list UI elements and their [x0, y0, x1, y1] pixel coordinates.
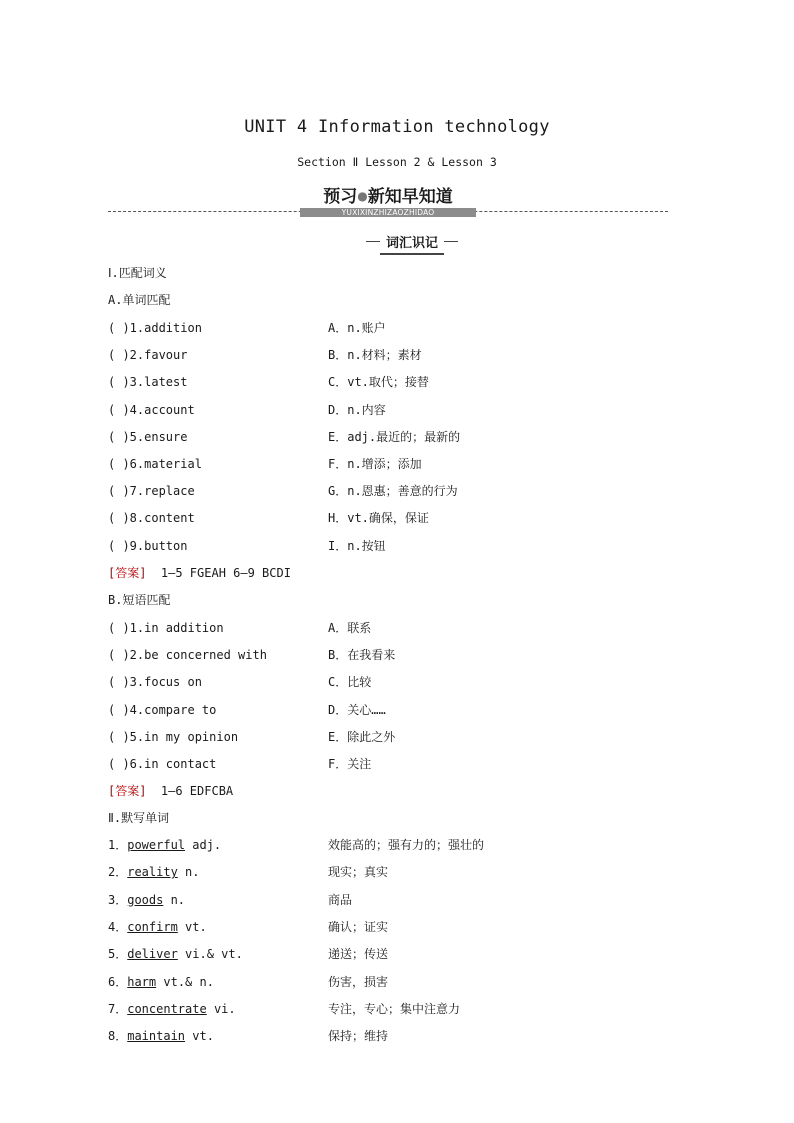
- match-item-right: A．n.账户: [328, 321, 386, 335]
- match-item-right: A．联系: [328, 621, 372, 635]
- answer-word: deliver: [127, 947, 178, 962]
- match-item-left: ( )2.be concerned with: [108, 648, 267, 663]
- part-of-speech: vi.: [206, 1001, 236, 1016]
- match-item-right: H．vt.确保，保证: [328, 511, 429, 526]
- vocab-label-text: 词汇识记: [380, 235, 444, 255]
- match-item-right: B．n.材料；素材: [328, 348, 422, 363]
- part-of-speech: vi.& vt.: [177, 947, 243, 962]
- word-meaning: 商品: [328, 892, 353, 907]
- label-rule-right: [444, 241, 458, 242]
- match-item-right: D．关心……: [328, 702, 386, 717]
- match-item-right: I．n.按钮: [328, 538, 386, 553]
- item-number: 2．: [108, 865, 128, 880]
- part-of-speech: adj.: [185, 838, 222, 852]
- answer-tag: [答案]: [108, 784, 147, 798]
- dictation-item: [108, 864, 200, 880]
- banner-text: [300, 184, 476, 209]
- dictation-item: [108, 974, 214, 990]
- item-number: 7．: [108, 1001, 128, 1016]
- item-number: 6．: [108, 974, 128, 989]
- match-item-left: ( )7.replace: [108, 484, 195, 499]
- answer-word: reality: [127, 865, 178, 880]
- answer-text: 1—5 FGEAH 6—9 BCDI: [160, 566, 291, 580]
- match-item-right: D．n.内容: [328, 402, 386, 417]
- vocab-section-label: [359, 235, 465, 253]
- dictation-item: [108, 892, 185, 908]
- part-of-speech: vt.: [185, 1029, 214, 1044]
- word-meaning: 保持；维持: [328, 1029, 389, 1044]
- part2-heading: Ⅱ.默写单词: [108, 811, 170, 825]
- match-item-left: ( )6.material: [108, 457, 202, 471]
- part-of-speech: n.: [163, 892, 186, 907]
- item-number: 3．: [108, 892, 128, 907]
- match-item-right: C．比较: [328, 675, 372, 690]
- match-item-left: ( )3.latest: [108, 375, 188, 390]
- banner-sub: 新知早知道: [367, 187, 453, 207]
- dictation-item: [108, 919, 207, 935]
- match-item-left: ( )6.in contact: [108, 757, 217, 771]
- banner-main: 预习: [323, 187, 358, 207]
- dictation-item: [108, 1001, 236, 1017]
- match-item-right: C．vt.取代；接替: [328, 375, 429, 390]
- answer-text: 1—6 EDFCBA: [160, 784, 234, 798]
- part-of-speech: vt.: [177, 919, 207, 934]
- match-item-left: ( )9.button: [108, 538, 188, 553]
- match-item-left: ( )3.focus on: [108, 675, 202, 690]
- sectionB-heading: B.短语匹配: [108, 593, 171, 607]
- word-meaning: 效能高的；强有力的；强壮的: [328, 838, 485, 852]
- dictation-item: [108, 946, 243, 962]
- sectionB-answer: [108, 783, 233, 799]
- match-item-right: E．除此之外: [328, 729, 396, 744]
- answer-word: harm: [127, 974, 157, 989]
- part-of-speech: n.: [177, 865, 200, 880]
- word-meaning: 递送；传送: [328, 947, 389, 962]
- dictation-item: [108, 1028, 214, 1044]
- label-rule-left: [366, 241, 380, 242]
- match-item-left: ( )5.ensure: [108, 429, 188, 444]
- word-meaning: 伤害，损害: [328, 974, 389, 989]
- match-item-left: ( )4.compare to: [108, 702, 217, 717]
- match-item-right: G．n.恩惠；善意的行为: [328, 484, 458, 499]
- item-number: 5．: [108, 947, 128, 962]
- match-item-right: F．n.增添；添加: [328, 457, 422, 471]
- match-item-left: ( )4.account: [108, 402, 195, 417]
- answer-word: powerful: [127, 838, 186, 852]
- banner-dot-icon: ●: [357, 189, 368, 203]
- page-title: UNIT 4 Information technology: [244, 117, 550, 137]
- match-item-left: ( )8.content: [108, 511, 195, 526]
- match-item-left: ( )5.in my opinion: [108, 729, 239, 744]
- sectionA-heading: A.单词匹配: [108, 293, 171, 307]
- part-of-speech: vt.& n.: [156, 974, 214, 989]
- match-item-left: ( )1.addition: [108, 321, 202, 335]
- dictation-item: [108, 837, 221, 853]
- match-item-left: ( )2.favour: [108, 348, 188, 363]
- word-meaning: 确认；证实: [328, 919, 389, 934]
- word-meaning: 现实；真实: [328, 865, 389, 880]
- answer-word: confirm: [127, 919, 178, 934]
- part1-heading: Ⅰ.匹配词义: [108, 266, 167, 280]
- answer-word: maintain: [127, 1029, 186, 1044]
- item-number: 8．: [108, 1029, 128, 1044]
- answer-word: concentrate: [127, 1001, 207, 1016]
- item-number: 1．: [108, 838, 128, 852]
- answer-word: goods: [127, 892, 164, 907]
- match-item-right: E．adj.最近的；最新的: [328, 429, 461, 444]
- match-item-right: B．在我看来: [328, 648, 396, 663]
- section-subtitle: Section Ⅱ Lesson 2 & Lesson 3: [297, 155, 497, 169]
- match-item-right: F．关注: [328, 757, 372, 771]
- answer-tag: [答案]: [108, 566, 147, 580]
- match-item-left: ( )1.in addition: [108, 621, 224, 635]
- sectionA-answer: [108, 565, 291, 581]
- word-meaning: 专注，专心；集中注意力: [328, 1001, 461, 1016]
- preview-banner: [300, 184, 476, 218]
- banner-pinyin: YUXIXINZHIZAOZHIDAO: [300, 208, 476, 217]
- item-number: 4．: [108, 919, 128, 934]
